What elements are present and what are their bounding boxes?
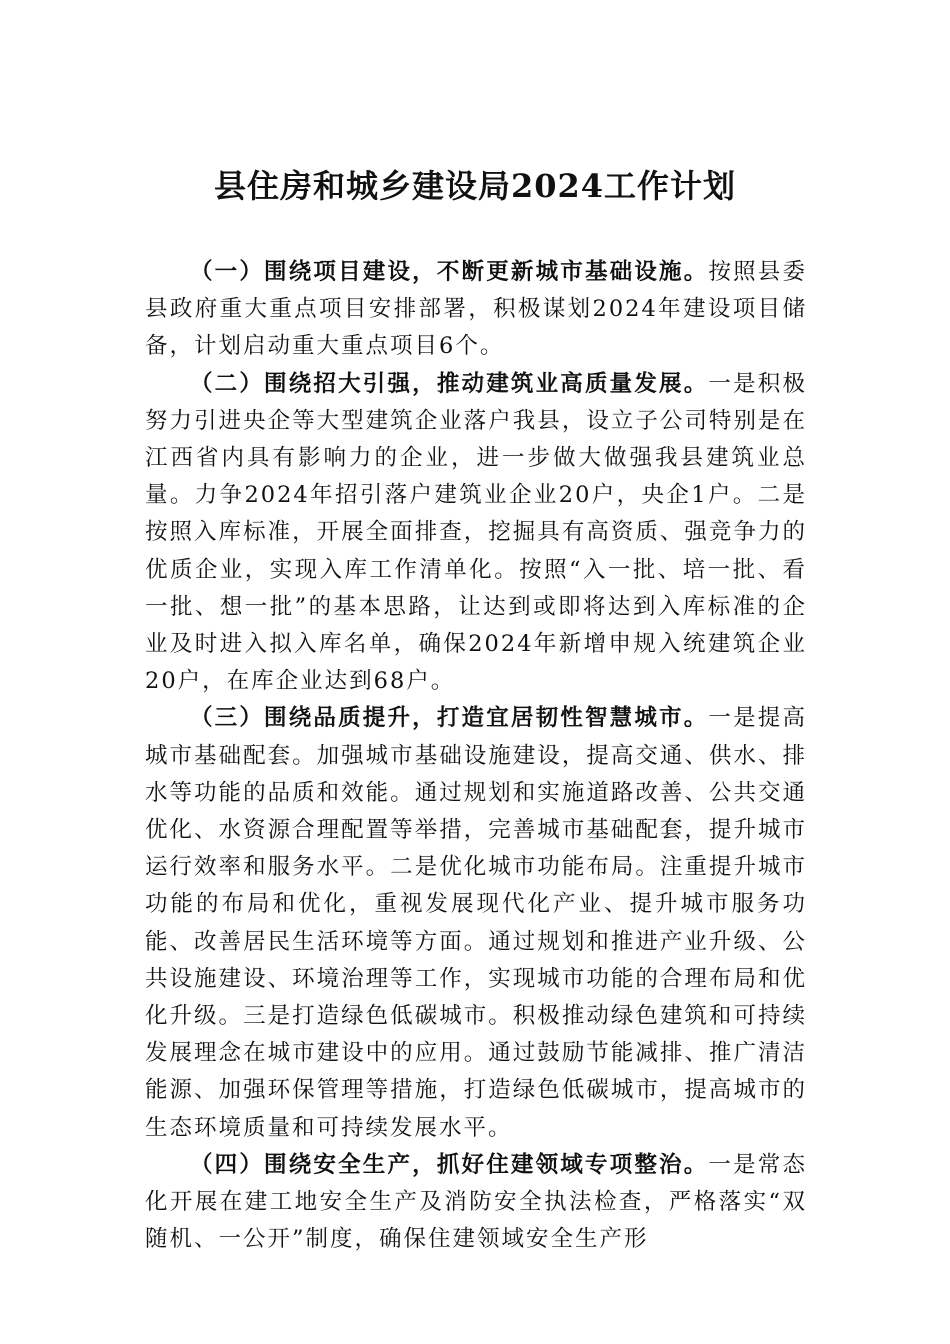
paragraph-3-heading: （三）围绕品质提升，打造宜居韧性智慧城市。 [190, 705, 709, 732]
paragraph-3-text: 一是提高城市基础配套。加强城市基础设施建设，提高交通、供水、排水等功能的品质和效能。通过规划和实施道路改善、公共交通优化、水资源合理配置等举措，完善城市基础配套，提升城市运行效率和服务水平。二是优化城市功能布局。注重提升城市功能的布局和优化，重视发展现代化产业、提升城市服务功能、改善居民生活环境等方面。通过规划和推进产业升级、公共设施建设、环境治理等工作，实现城市功能的合理布局和优化升级。三是打造绿色低碳城市。积极推动绿色建筑和可持续发展理念在城市建设中的应用。通过鼓励节能减排、推广清洁能源、加强环保管理等措施，打造绿色低碳城市，提高城市的生态环境质量和可持续发展水平。 [145, 705, 807, 1141]
paragraph-4-text: 一是常态化开展在建工地安全生产及消防安全执法检查，严格落实“双随机、一公开”制度，确保住建领域安全生产形 [145, 1151, 807, 1253]
paragraph-4-heading: （四）围绕安全生产，抓好住建领域专项整治。 [190, 1151, 709, 1178]
paragraph-2-heading: （二）围绕招大引强，推动建筑业高质量发展。 [190, 370, 709, 397]
paragraph-3 [145, 700, 807, 1146]
paragraph-1-heading: （一）围绕项目建设，不断更新城市基础设施。 [190, 259, 709, 285]
paragraph-4 [145, 1147, 807, 1259]
document-body [145, 254, 807, 1258]
document-title: 县住房和城乡建设局2024工作计划 [213, 167, 737, 205]
paragraph-1 [145, 254, 807, 366]
paragraph-2-text: 一是积极努力引进央企等大型建筑企业落户我县，设立子公司特别是在江西省内具有影响力的企业，进一步做大做强我县建筑业总量。力争2024年招引落户建筑业企业20户，央企1户。二是按照入库标准，开展全面排查，挖掘具有高资质、强竞争力的优质企业，实现入库工作清单化。按照“入一批、培一批、看一批、想一批”的基本思路，让达到或即将达到入库标准的企业及时进入拟入库名单，确保2024年新增申规入统建筑企业20户，在库企业达到68户。 [145, 370, 807, 695]
paragraph-2 [145, 366, 807, 701]
paragraph-1-text: 按照县委县政府重大重点项目安排部署，积极谋划2024年建设项目储备，计划启动重大重点项目6个。 [145, 259, 807, 360]
